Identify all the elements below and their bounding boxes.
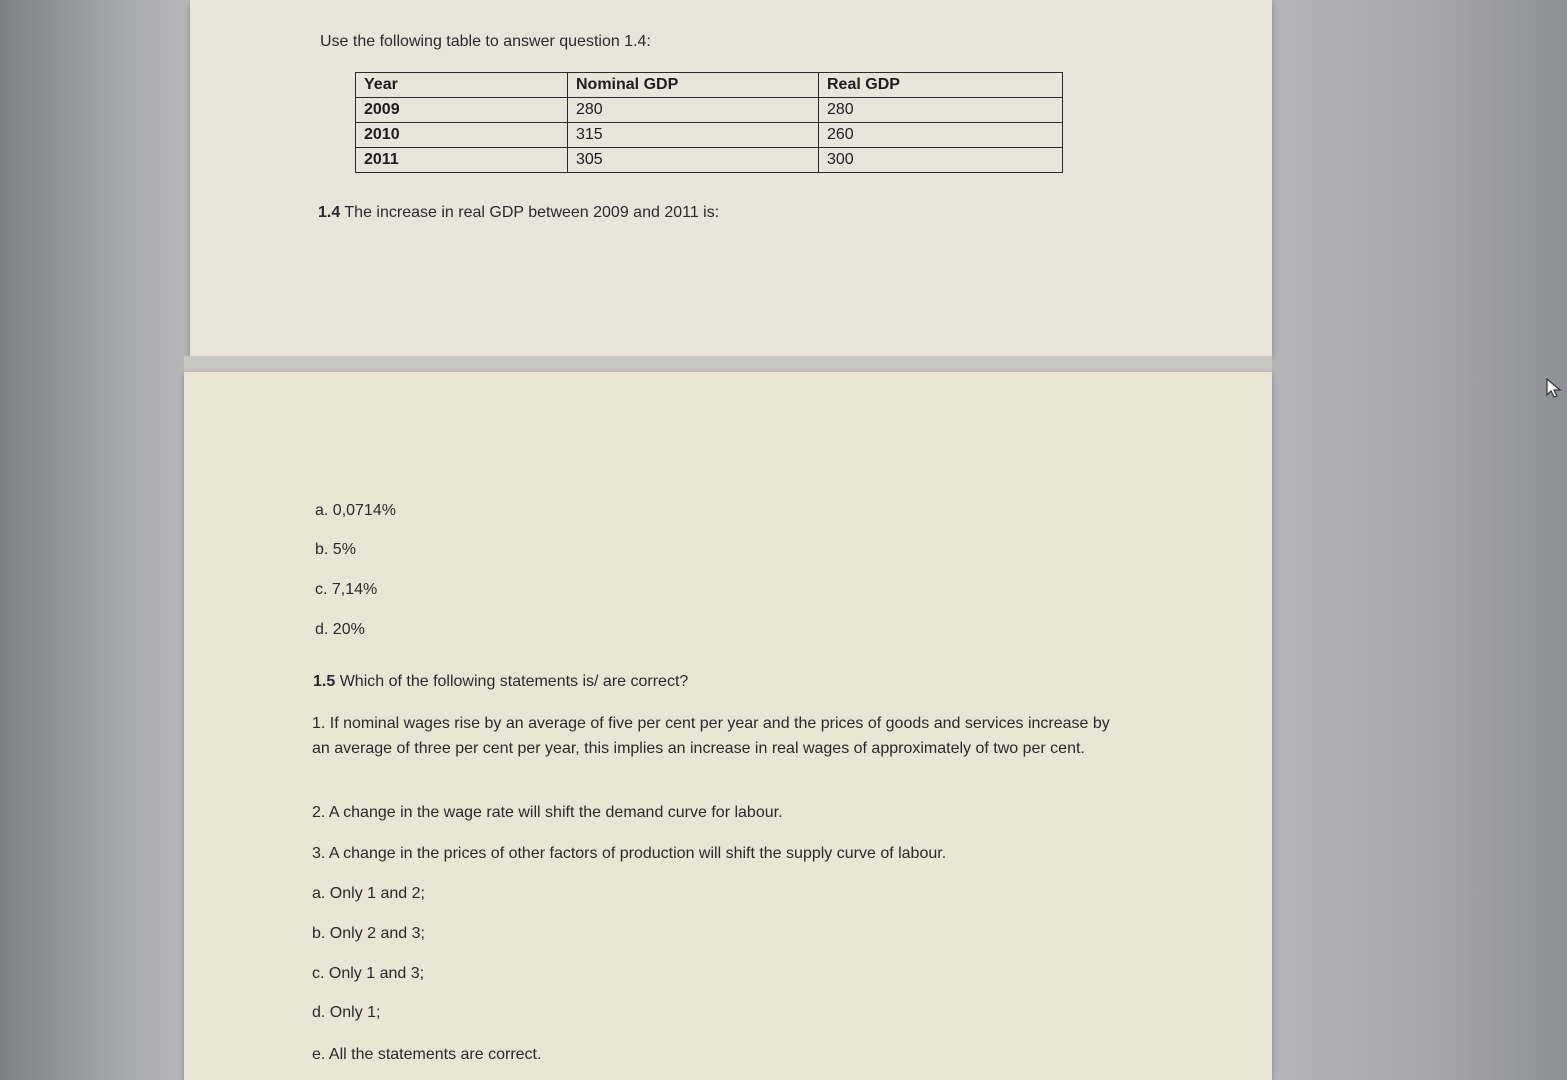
header-real-gdp: Real GDP <box>819 73 1063 98</box>
option-q14-d: d. 20% <box>315 621 365 638</box>
header-year: Year <box>356 73 568 98</box>
question-text: The increase in real GDP between 2009 and 2011 is: <box>344 204 720 221</box>
document-page-1 <box>190 0 1272 356</box>
cell-nominal-gdp: 305 <box>568 148 819 173</box>
header-nominal-gdp: Nominal GDP <box>568 73 819 98</box>
question-number: 1.4 <box>318 204 341 221</box>
page-gap <box>184 356 1272 372</box>
option-q14-a: a. 0,0714% <box>315 502 396 519</box>
question-1-5 <box>313 673 688 691</box>
gdp-table <box>355 72 1063 173</box>
question-number: 1.5 <box>313 673 336 690</box>
cell-year: 2011 <box>356 148 568 173</box>
mouse-pointer-icon <box>1545 377 1565 399</box>
table-intro: Use the following table to answer question 1.4: <box>320 33 651 50</box>
option-q15-e: e. All the statements are correct. <box>312 1046 542 1063</box>
question-text: Which of the following statements is/ are correct? <box>339 673 689 690</box>
table-row <box>356 98 1063 123</box>
table-header-row <box>356 73 1063 98</box>
table-row <box>356 123 1063 148</box>
option-q15-d: d. Only 1; <box>312 1004 381 1021</box>
statement-1: 1. If nominal wages rise by an average of five per cent per year and the prices of goods and services increase by an average of three per cent per year, this implies an increase in real wages of approximately of two per cent. <box>312 715 1110 757</box>
table-row <box>356 148 1063 173</box>
option-q15-b: b. Only 2 and 3; <box>312 925 425 942</box>
option-q15-a: a. Only 1 and 2; <box>312 885 425 902</box>
statement-3: 3. A change in the prices of other factors of production will shift the supply curve of labour. <box>312 845 947 862</box>
cell-year: 2009 <box>356 98 568 123</box>
option-q15-c: c. Only 1 and 3; <box>312 965 425 982</box>
question-1-4 <box>318 204 719 222</box>
statement-2: 2. A change in the wage rate will shift the demand curve for labour. <box>312 804 783 821</box>
cell-nominal-gdp: 315 <box>568 123 819 148</box>
cell-real-gdp: 300 <box>819 148 1063 173</box>
option-q14-c: c. 7,14% <box>315 581 378 598</box>
cell-real-gdp: 260 <box>819 123 1063 148</box>
cell-year: 2010 <box>356 123 568 148</box>
option-q14-b: b. 5% <box>315 541 356 558</box>
cell-nominal-gdp: 280 <box>568 98 819 123</box>
cell-real-gdp: 280 <box>819 98 1063 123</box>
